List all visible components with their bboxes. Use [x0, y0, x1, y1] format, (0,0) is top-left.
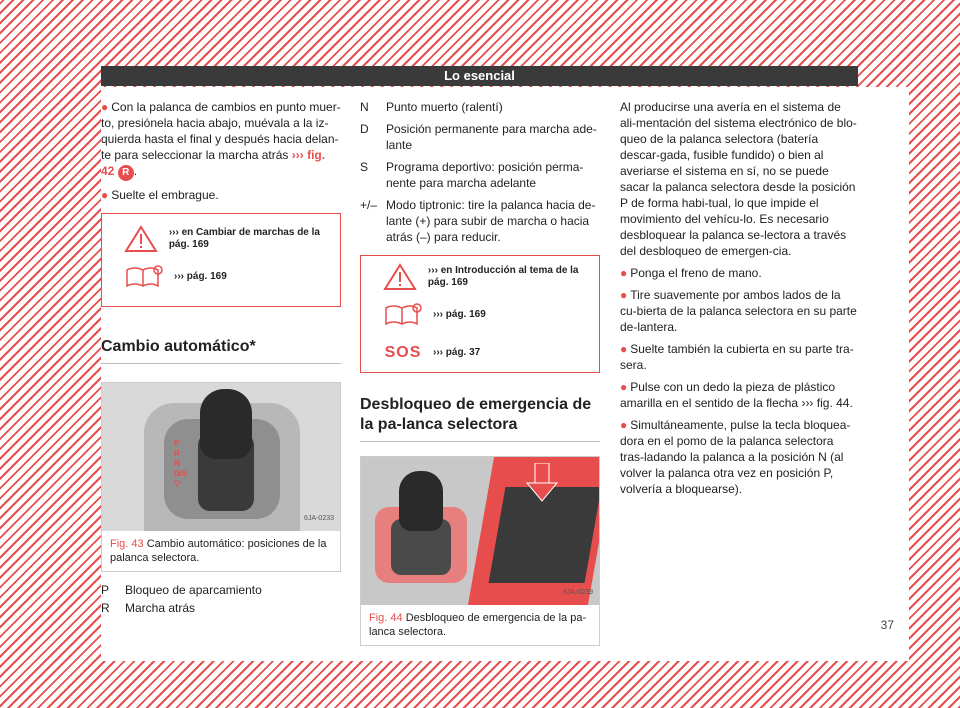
- bullet-item: ● Simultáneamente, pulse la tecla bloquea-dora en el pomo de la palanca selectora tras-ladando la palanca a la posición N (al volver la palanca otra vez en posición P, volvería a bloquearse).: [620, 418, 851, 496]
- lever-positions: P R N D/S ▽: [174, 439, 188, 488]
- bullet-icon: ●: [101, 188, 109, 202]
- figure-label: Fig. 44: [369, 612, 403, 624]
- box-link[interactable]: ››› pág. 37: [433, 347, 481, 358]
- automatic-gear-lever-image: [102, 383, 340, 531]
- warning-triangle-icon: [122, 224, 161, 254]
- section-heading: Cambio automático*: [101, 337, 341, 364]
- bullet-icon: ●: [620, 418, 628, 432]
- figure-link[interactable]: ››› fig. 42: [101, 148, 326, 178]
- def-key: +/–: [360, 198, 378, 212]
- figure-caption: Fig. 44 Desbloqueo de emergencia de la pa-lanca selectora.: [369, 612, 587, 638]
- definition-list: [101, 582, 341, 616]
- figure-44: [360, 456, 600, 646]
- figure-label: Fig. 43: [110, 538, 144, 550]
- book-note-icon: [122, 262, 166, 292]
- box-link[interactable]: ››› pág. 169: [174, 271, 227, 282]
- bullet-item: ● Suelte también la cubierta en su parte tra-sera.: [620, 342, 854, 372]
- bullet-item: ● Con la palanca de cambios en punto muer-to, presiónela hacia abajo, muévala a la iz-quierda hasta el final y después hacia delan-te para seleccionar la marcha atrás ››› fig. 42 R .: [101, 99, 341, 181]
- page-number: 37: [880, 618, 894, 632]
- bullet-icon: ●: [620, 288, 628, 302]
- warning-box: [101, 213, 341, 307]
- def-value: Modo tiptronic: tire la palanca hacia de-lante (+) para subir de marcha o hacia atrás (–) para reducir.: [386, 198, 596, 244]
- figure-caption: Fig. 43 Cambio automático: posiciones de la palanca selectora.: [110, 538, 327, 564]
- bullet-icon: ●: [620, 380, 628, 394]
- book-note-icon: [381, 300, 425, 330]
- definition-list: [360, 99, 600, 245]
- warning-box: [360, 255, 600, 373]
- bullet-item: ● Ponga el freno de mano.: [620, 266, 762, 280]
- def-value: Bloqueo de aparcamiento: [125, 583, 262, 597]
- bullet-item: ● Suelte el embrague.: [101, 188, 219, 202]
- right-column: [620, 99, 860, 503]
- figure-code: 6JA-0239: [563, 589, 593, 596]
- box-link[interactable]: ››› en Cambiar de marchas de la pág. 169: [168, 227, 320, 250]
- middle-column: [360, 99, 600, 646]
- box-row-note: [361, 296, 599, 334]
- figure-43: [101, 382, 341, 572]
- sos-icon: SOS: [384, 344, 422, 361]
- box-row-sos: [361, 334, 599, 372]
- def-value: Programa deportivo: posición perma-nente para marcha adelante: [386, 160, 584, 190]
- box-link[interactable]: ››› pág. 169: [433, 309, 486, 320]
- callout-r: R: [118, 165, 134, 181]
- bullet-icon: ●: [620, 342, 628, 356]
- bullet-item: ● Tire suavemente por ambos lados de la cu-bierta de la palanca selectora en su parte de-lantera.: [620, 288, 857, 334]
- box-link[interactable]: ››› en Introducción al tema de la pág. 169: [427, 265, 579, 288]
- bullet-icon: ●: [101, 100, 109, 114]
- def-value: Posición permanente para marcha ade-lante: [386, 122, 597, 152]
- def-value: Marcha atrás: [125, 601, 196, 615]
- def-key: P: [101, 583, 110, 597]
- emergency-release-image: [361, 457, 599, 605]
- page-header: Lo esencial: [101, 66, 858, 86]
- figure-code: 6JA-0233: [304, 515, 334, 522]
- def-key: D: [360, 122, 369, 136]
- left-column: [101, 99, 341, 616]
- def-key: S: [360, 160, 369, 174]
- box-row-warning: [361, 258, 599, 296]
- down-arrow-icon: [525, 463, 559, 507]
- bullet-item: ● Pulse con un dedo la pieza de plástico amarilla en el sentido de la flecha ››› fig. 44.: [620, 380, 853, 410]
- bullet-icon: ●: [620, 266, 628, 280]
- def-value: Punto muerto (ralentí): [386, 100, 503, 114]
- def-key: R: [101, 601, 110, 615]
- section-heading: Desbloqueo de emergencia de la pa-lanca selectora: [360, 395, 600, 442]
- warning-triangle-icon: [381, 262, 420, 292]
- box-row-note: [102, 258, 340, 296]
- def-key: N: [360, 100, 369, 114]
- paragraph: Al producirse una avería en el sistema de ali-mentación del sistema electrónico de blo-queo de la palanca selectora (batería descar-gada, fusible fundido) o bien al averiarse el sistema en sí, no se puede sacar la palanca selectora desde la posición P de forma habi-tual, lo que impide el movimiento del vehícu-lo. Es necesario desbloquear la palanca se-lectora a través del desbloqueo de emergen-cia.: [620, 100, 857, 258]
- box-row-warning: [102, 220, 340, 258]
